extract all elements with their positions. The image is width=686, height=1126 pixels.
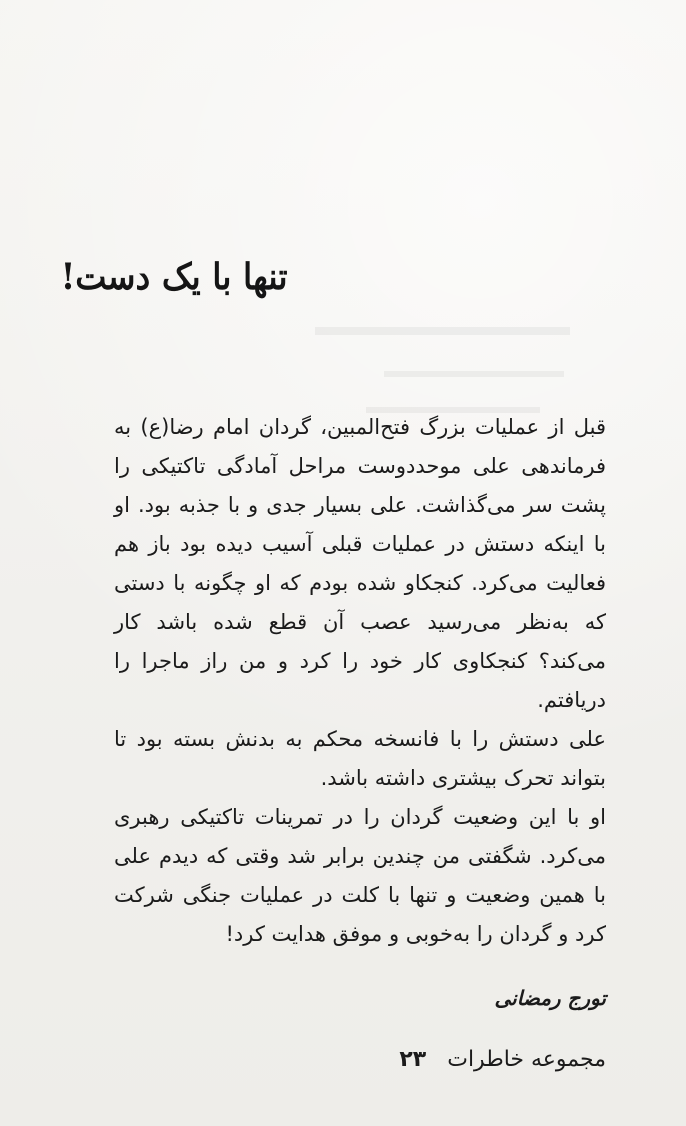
author-signature: تورج رمضانی — [494, 986, 606, 1010]
page-title: تنها با یک دست! — [61, 256, 288, 298]
paragraph-2: علی دستش را با فانسخه محکم به بدنش بسته بود تا بتواند تحرک بیشتری داشته باشد. — [114, 727, 606, 790]
page-number: ۲۳ — [399, 1047, 427, 1072]
paragraph-3: او با این وضعیت گردان را در تمرینات تاکتیکی رهبری می‌کرد. شگفتی من چندین برابر شد وقتی که دیدم علی با همین وضعیت و تنها با کلت در عملیات جنگی شرکت کرد و گردان را به‌خوبی و موفق هدایت کرد! — [114, 805, 606, 946]
memoir-body — [114, 408, 606, 954]
paragraph-1: قبل از عملیات بزرگ فتح‌المبین، گردان امام رضا(ع) به فرماندهی علی موحددوست مراحل آمادگی تاکتیکی را پشت سر می‌گذاشت. علی بسیار جدی و با جذبه بود. او با اینکه دستش در عملیات قبلی آسیب دیده بود باز هم فعالیت می‌کرد. کنجکاو شده بودم که او چگونه با دستی که به‌نظر می‌رسید عصب آن قطع شده باشد کار می‌کند؟ کنجکاوی کار خود را کرد و من راز ماجرا را دریافتم. — [114, 415, 606, 712]
page-footer — [114, 1045, 606, 1075]
book-title: مجموعه خاطرات — [447, 1047, 606, 1072]
